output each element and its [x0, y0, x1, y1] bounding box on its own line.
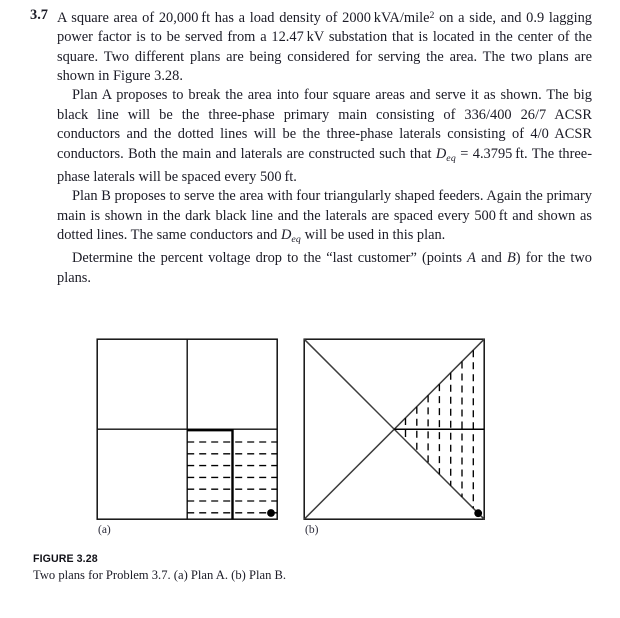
- plan-a-label: (a): [98, 524, 111, 536]
- math-variable: D: [280, 227, 292, 244]
- math-superscript: 2: [429, 10, 435, 21]
- problem-header: [30, 6, 592, 288]
- math-variable: A: [467, 250, 476, 267]
- problem-paragraph-1: A square area of 20,000 ft has a load density of 2000 kVA/mile$^2$ on a side, and 0.9 lagging power factor is to be served from a 12.47 kV substation that is located in the center of the square. Two different plans are being considered for serving the area. The two plans are shown in Figure 3.28.: [57, 10, 592, 85]
- plan-b-label: (b): [305, 524, 319, 536]
- plan-a-point-marker: [267, 509, 275, 517]
- figure-caption-title: FIGURE 3.28: [33, 553, 98, 565]
- plan-b-svg: [303, 338, 499, 530]
- math-variable: B: [507, 250, 516, 267]
- plan-a-svg: [96, 338, 292, 530]
- plan-b-point-marker: [474, 509, 482, 517]
- plan-a-diagram: [96, 338, 292, 536]
- figure-3-28: [0, 334, 620, 549]
- math-subscript: eq: [446, 152, 456, 164]
- problem-block: [30, 6, 592, 288]
- problem-body: [57, 6, 592, 288]
- problem-paragraph-4: Determine the percent voltage drop to the “last customer” (points A and B) for the two plans.: [57, 250, 592, 286]
- problem-paragraph-2: Plan A proposes to break the area into four square areas and serve it as shown. The big black line will be the three-phase primary main consisting of 336/400 26/7 ACSR conductors and the dotted lines will be the three-phase laterals consisting of 4/0 ACSR conductors. Both the main and laterals are constructed such that $D_{eq} = 4.3795$ ft. The three-phase laterals will be spaced every 500 ft.: [57, 87, 592, 185]
- math-variable: D: [435, 145, 447, 162]
- figure-caption-text: Two plans for Problem 3.7. (a) Plan A. (b) Plan B.: [33, 567, 287, 582]
- problem-paragraph-3: Plan B proposes to serve the area with four triangularly shaped feeders. Again the primary main is shown in the dark black line and the laterals are spaced every 500 ft and shown as dotted lines. The same conductors and $D_{eq}$ will be used in this plan.: [57, 188, 592, 246]
- figure-caption: [33, 553, 573, 583]
- math-subscript: eq: [291, 234, 301, 246]
- problem-number: 3.7: [30, 7, 48, 23]
- plan-b-diagram: [303, 338, 499, 536]
